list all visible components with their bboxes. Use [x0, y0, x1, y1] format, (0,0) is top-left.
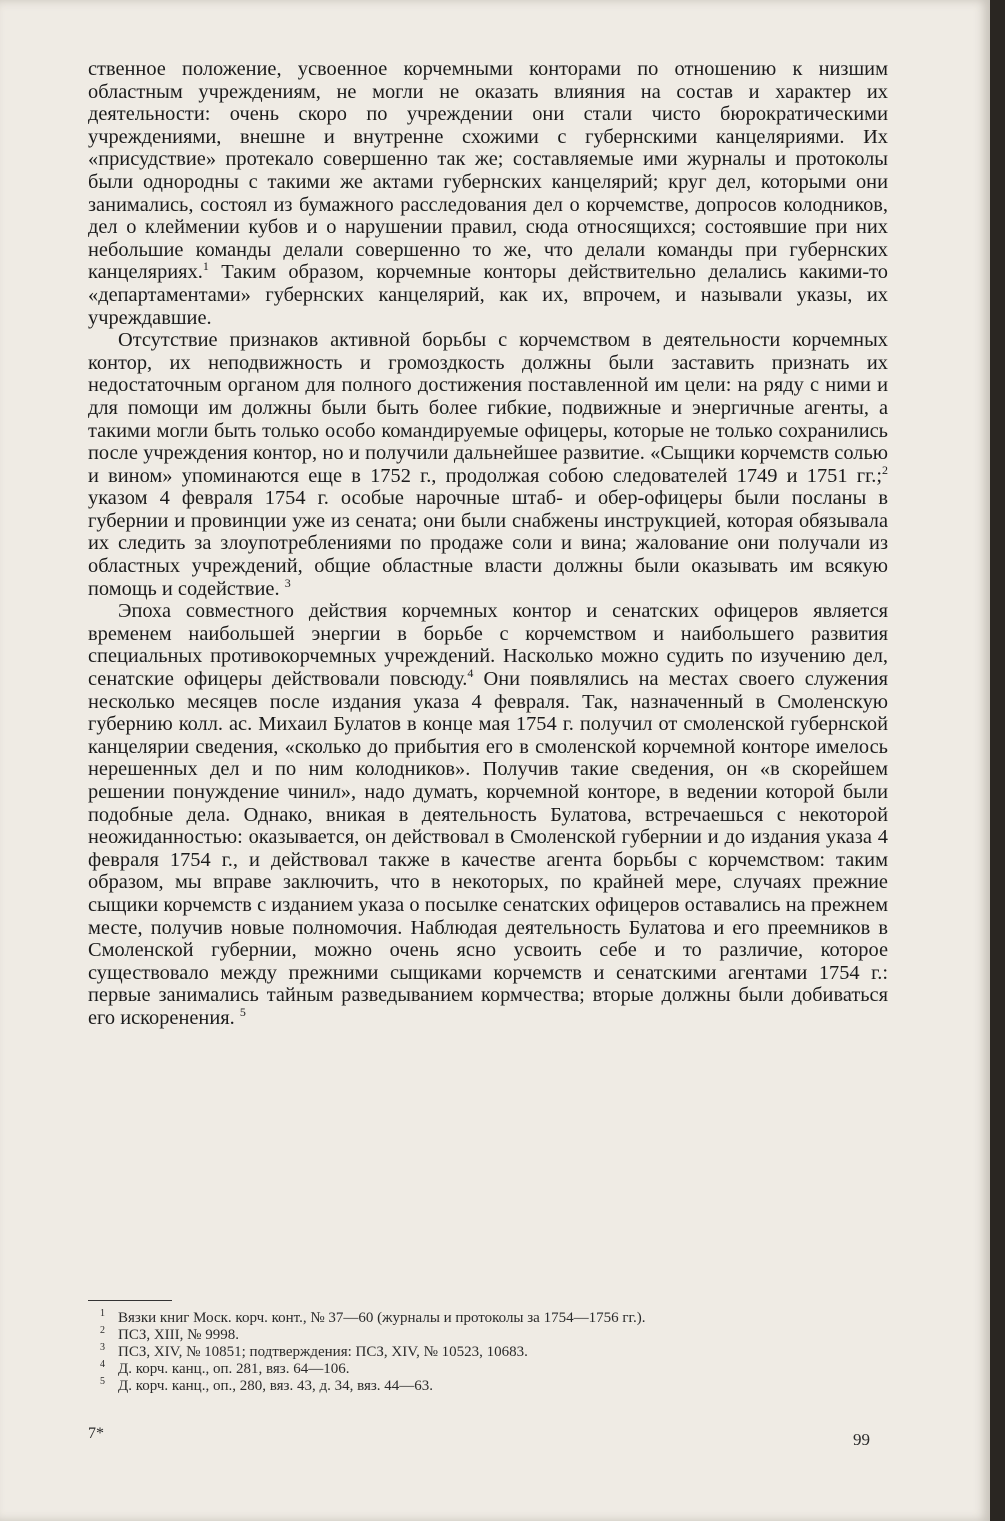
printer-signature-mark: 7*: [88, 1425, 104, 1442]
paragraph-3-tail: Они появлялись на местах своего служения несколько месяцев после издания указа 4 февраля. Так, назначенный в Смоленскую губернию колл. ас. Михаил Булатов в конце мая 1754 г. получил от смоленской губернской канцелярии сведения, «сколько до прибытия его в смоленской корчемной конторе имелось нерешенных дел и по ним колодников». Получив такие сведения, он «в скорейшем решении понуждение чинил», надо думать, корчемной конторе, в ведении которой были подобные дела. Однако, вникая в деятельность Булатова, встречаешься с некоторой неожиданностью: оказывается, он действовал в Смоленской губернии и до издания указа 4 февраля 1754 г., и действовал также в качестве агента борьбы с корчемством: таким образом, мы вправе заключить, что в некоторых, по крайней мере, случаях прежние сыщики корчемств с изданием указа о посылке сенатских офицеров оставались на прежнем месте, получив новые полномочия. Наблюдая деятельность Булатова и его преемников в Смоленской губернии, можно очень ясно усвоить себе и то различие, которое существовало между прежними сыщиками корчемств и сенатскими агентами 1754 г.: первые занимались тайным разведыванием кормчества; вторые должны были добиваться его искоренения.: [88, 668, 889, 1029]
paragraph-2-tail: указом 4 февраля 1754 г. особые нарочные штаб- и обер-офицеры были посланы в губернии и провинции уже из сената; они были снабжены инструкцией, которая обязывала их следить за злоупотреблениями по продаже соли и вина; жалование они получали из областных учреждений, общие областные власти должны были оказывать им всякую помощь и содействие.: [88, 487, 888, 600]
footnotes: [88, 1310, 878, 1395]
footnote-item: 3 ПСЗ, XIV, № 10851; подтверждения: ПСЗ, XIV, № 10523, 10683.: [100, 1342, 528, 1360]
page-number: 99: [853, 1430, 870, 1449]
footnote-divider: [88, 1300, 172, 1301]
footnote-item: 1 Вязки книг Моск. корч. конт., № 37—60 (журналы и протоколы за 1754—1756 гг.).: [100, 1308, 646, 1326]
paragraph-3-text: Эпоха совместного действия корчемных контор и сенатских офицеров является временем наибольшей энергии в борьбе с корчемством и наибольшего развития специальных противокорчемных учреждений. Насколько можно судить по изучению дел, сенатские офицеры действовали повсюду.: [88, 600, 888, 691]
footnote-ref-1[interactable]: 1: [202, 259, 209, 274]
footnote-text: Д. корч. канц., оп. 281, вяз. 64—106.: [118, 1361, 350, 1377]
footnote-ref-4[interactable]: 4: [467, 666, 474, 681]
paragraph-1-text: ственное положение, усвоенное корчемными конторами по отношению к низшим областным учреждениям, не могли не оказать влияния на состав и характер их деятельности: очень скоро по учреждении они стали чисто бюрократическими учреждениями, внешне и внутренне схожими с губернскими канцеляриями. Их «присудствие» протекало совершенно так же; составляемые ими журналы и протоколы были однородны с такими же актами губернских канцелярий; круг дел, которыми они занимались, состоял из бумажного расследования дел о корчемстве, допросов колодников, дел о клеймении кубов и о нарушении правил, сюда относящихся; состоявшие при них небольшие команды делали совершенно то же, что делали команды при губернских канцеляриях.: [88, 58, 888, 284]
footnote-text: Д. корч. канц., оп., 280, вяз. 43, д. 34, вяз. 44—63.: [118, 1378, 434, 1394]
footnote-item: 4 Д. корч. канц., оп. 281, вяз. 64—106.: [100, 1359, 350, 1377]
body-text: [88, 58, 888, 1030]
footnote-text: ПСЗ, XIV, № 10851; подтверждения: ПСЗ, XIV, № 10523, 10683.: [118, 1344, 528, 1360]
footnote-text: ПСЗ, XIII, № 9998.: [118, 1327, 239, 1343]
footnote-text: Вязки книг Моск. корч. конт., № 37—60 (журналы и протоколы за 1754—1756 гг.).: [118, 1310, 646, 1326]
book-spine-shadow: [990, 0, 1005, 1521]
footnote-ref-5[interactable]: 5: [239, 1005, 246, 1020]
paragraph-1: [88, 58, 888, 329]
paragraph-1-tail: Таким образом, корчемные конторы действительно делались какими-то «департаментами» губернских канцелярий, как их, впрочем, и называли указы, их учреждавшие.: [88, 261, 888, 329]
footnote-item: 2 ПСЗ, XIII, № 9998.: [100, 1325, 239, 1343]
paragraph-2: [88, 329, 888, 600]
footnote-ref-2[interactable]: 2: [882, 462, 888, 477]
footnote-ref-3[interactable]: 3: [284, 575, 291, 590]
paragraph-3: [88, 600, 888, 1029]
footnote-item: 5 Д. корч. канц., оп., 280, вяз. 43, д. 34, вяз. 44—63.: [100, 1376, 434, 1394]
paragraph-2-text: Отсутствие признаков активной борьбы с корчемством в деятельности корчемных контор, их неподвижность и громоздкость должны были заставить признать их недостаточным органом для полного достижения поставленной им цели: на ряду с ними и для помощи им должны были быть более гибкие, подвижные и энергичные агенты, а такими могли быть только особо командируемые офицеры, которые не только сохранились после учреждения контор, но и получили дальнейшее развитие. «Сыщики корчемств солью и вином» упоминаются еще в 1752 г., продолжая собою следователей 1749 и 1751 гг.;: [88, 329, 888, 487]
